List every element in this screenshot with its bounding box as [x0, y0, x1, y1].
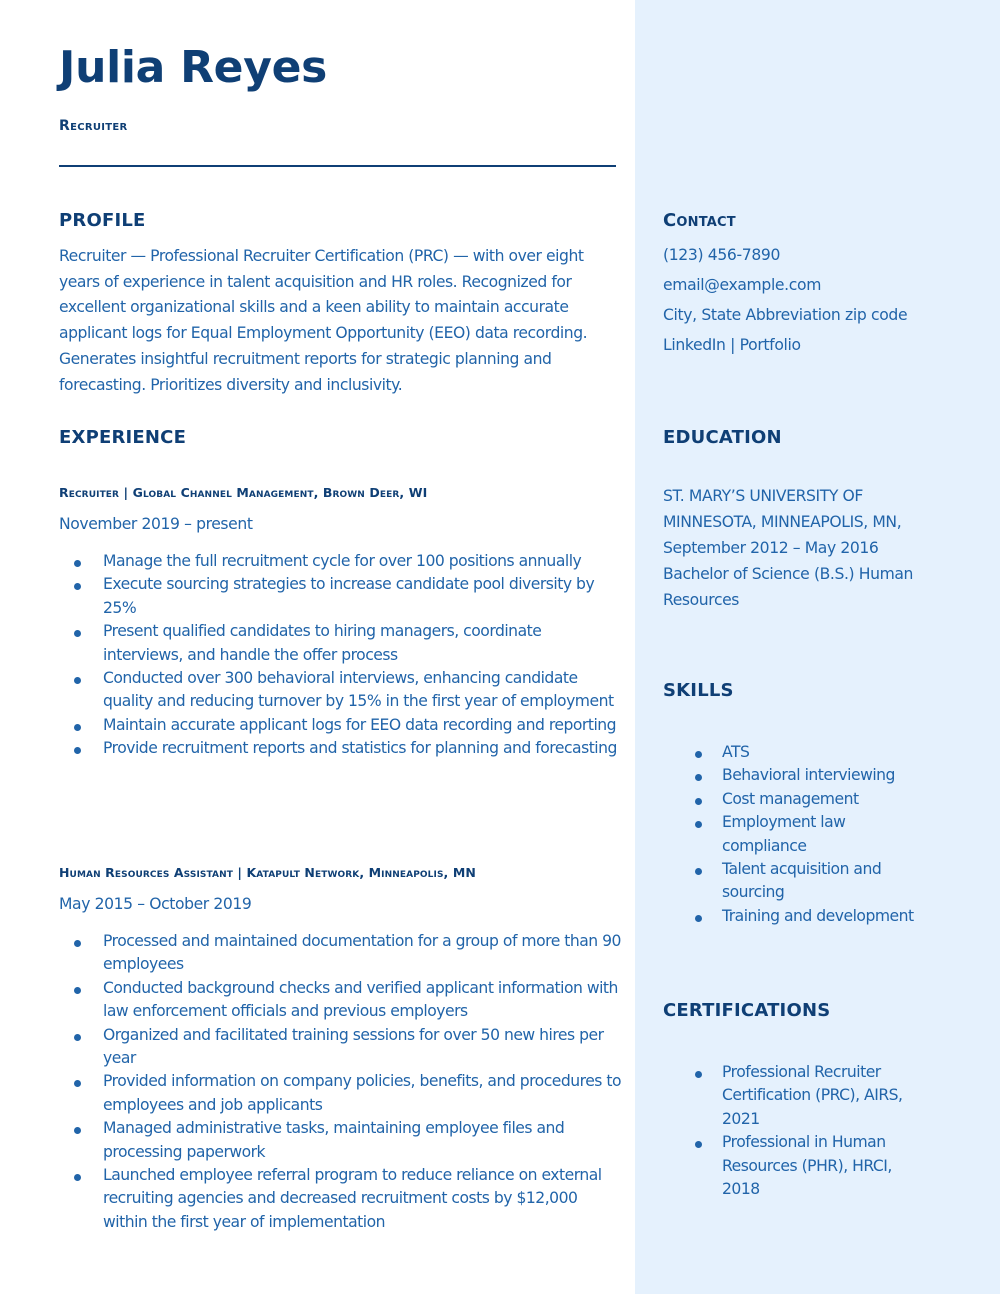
bullet-text: Managed administrative tasks, maintaining employee files and processing paperwork	[103, 1119, 565, 1161]
bullet-icon	[695, 751, 702, 758]
list-item	[59, 573, 624, 620]
skill-text: Talent acquisition and sourcing	[722, 860, 882, 902]
education-block	[663, 484, 953, 614]
bullet-icon	[74, 630, 81, 637]
skills-list	[663, 741, 948, 928]
job-header: Human Resources Assistant | Katapult Network, Minneapolis, MN	[59, 865, 476, 880]
skill-text: Employment law compliance	[722, 813, 846, 855]
bullet-text: Conducted over 300 behavioral interviews, enhancing candidate quality and reducing turnover by 15% in the first year of employment	[103, 669, 614, 711]
profile-heading: PROFILE	[59, 210, 146, 231]
list-item	[59, 977, 624, 1024]
bullet-text: Launched employee referral program to reduce reliance on external recruiting agencies and decreased recruitment costs by $12,000 within the first year of implementation	[103, 1166, 602, 1231]
job-bullet-list	[59, 550, 624, 761]
list-item	[663, 1131, 933, 1201]
skill-text: Cost management	[722, 789, 859, 808]
list-item	[59, 550, 624, 573]
list-item	[663, 858, 933, 905]
bullet-icon	[695, 915, 702, 922]
contact-location: City, State Abbreviation zip code	[663, 306, 908, 324]
certification-text: Professional in Human Resources (PHR), HRCI, 2018	[722, 1133, 892, 1199]
education-degree: Bachelor of Science (B.S.) Human Resources	[663, 564, 914, 609]
list-item	[663, 764, 948, 787]
bullet-icon	[74, 747, 81, 754]
bullet-icon	[695, 1071, 702, 1078]
bullet-icon	[74, 677, 81, 684]
bullet-icon	[74, 724, 81, 731]
list-item	[663, 1061, 933, 1131]
bullet-icon	[695, 868, 702, 875]
bullet-icon	[74, 1174, 81, 1181]
bullet-text: Organized and facilitated training sessions for over 50 new hires per year	[103, 1025, 604, 1068]
skill-text: Training and development	[722, 906, 914, 925]
certification-text: Professional Recruiter Certification (PRC), AIRS, 2021	[722, 1063, 903, 1128]
list-item	[59, 930, 624, 977]
list-item	[663, 811, 933, 858]
contact-phone: (123) 456-7890	[663, 246, 781, 264]
bullet-icon	[74, 987, 81, 994]
skill-text: Behavioral interviewing	[722, 766, 895, 785]
bullet-icon	[74, 1127, 81, 1134]
candidate-name: Julia Reyes	[59, 42, 328, 93]
list-item	[59, 620, 624, 667]
education-school: ST. MARY’S UNIVERSITY OF MINNESOTA, MINNEAPOLIS, MN,	[663, 487, 902, 531]
bullet-icon	[695, 798, 702, 805]
bullet-text: Conducted background checks and verified applicant information with law enforcement officials and previous employers	[103, 978, 618, 1021]
candidate-title: Recruiter	[59, 118, 128, 134]
bullet-icon	[74, 940, 81, 947]
bullet-icon	[74, 560, 81, 567]
certifications-heading: CERTIFICATIONS	[663, 1000, 831, 1021]
list-item	[59, 714, 624, 737]
list-item	[59, 667, 624, 714]
contact-heading: Contact	[663, 210, 736, 231]
profile-text: Recruiter — Professional Recruiter Certification (PRC) — with over eight years of experience in talent acquisition and HR roles. Recognized for excellent organizational skills and a keen ability to maintain accurate applicant logs for Equal Employment Opportunity (EEO) data recording. Generates insightful recruitment reports for strategic planning and forecasting. Prioritizes diversity and inclusivity.	[59, 247, 588, 394]
job-header: Recruiter | Global Channel Management, Brown Deer, WI	[59, 485, 428, 500]
bullet-text: Provided information on company policies, benefits, and procedures to employees and job applicants	[103, 1072, 622, 1114]
list-item	[59, 1024, 624, 1071]
job-dates: May 2015 – October 2019	[59, 895, 252, 913]
bullet-text: Execute sourcing strategies to increase candidate pool diversity by 25%	[103, 575, 595, 617]
contact-links: LinkedIn | Portfolio	[663, 336, 801, 354]
list-item	[59, 737, 624, 760]
job-dates: November 2019 – present	[59, 515, 253, 533]
bullet-icon	[74, 1034, 81, 1041]
list-item	[663, 905, 948, 928]
skills-heading: SKILLS	[663, 680, 734, 701]
contact-email: email@example.com	[663, 276, 822, 294]
bullet-icon	[695, 774, 702, 781]
bullet-text: Processed and maintained documentation for a group of more than 90 employees	[103, 932, 621, 974]
header-divider	[59, 165, 616, 167]
list-item	[59, 1070, 624, 1117]
bullet-text: Present qualified candidates to hiring managers, coordinate interviews, and handle the offer process	[103, 622, 542, 664]
bullet-text: Maintain accurate applicant logs for EEO data recording and reporting	[103, 715, 617, 734]
skill-text: ATS	[722, 743, 750, 761]
experience-heading: EXPERIENCE	[59, 427, 187, 448]
certifications-list	[663, 1061, 933, 1201]
bullet-icon	[695, 1141, 702, 1148]
bullet-text: Provide recruitment reports and statistics for planning and forecasting	[103, 739, 617, 758]
bullet-text: Manage the full recruitment cycle for over 100 positions annually	[103, 552, 582, 570]
education-heading: EDUCATION	[663, 427, 782, 448]
bullet-icon	[74, 1080, 81, 1087]
list-item	[59, 1164, 624, 1234]
job-bullet-list	[59, 930, 624, 1234]
bullet-icon	[695, 821, 702, 828]
list-item	[59, 1117, 624, 1164]
bullet-icon	[74, 583, 81, 590]
list-item	[663, 741, 948, 764]
list-item	[663, 788, 948, 811]
education-dates: September 2012 – May 2016	[663, 538, 879, 557]
